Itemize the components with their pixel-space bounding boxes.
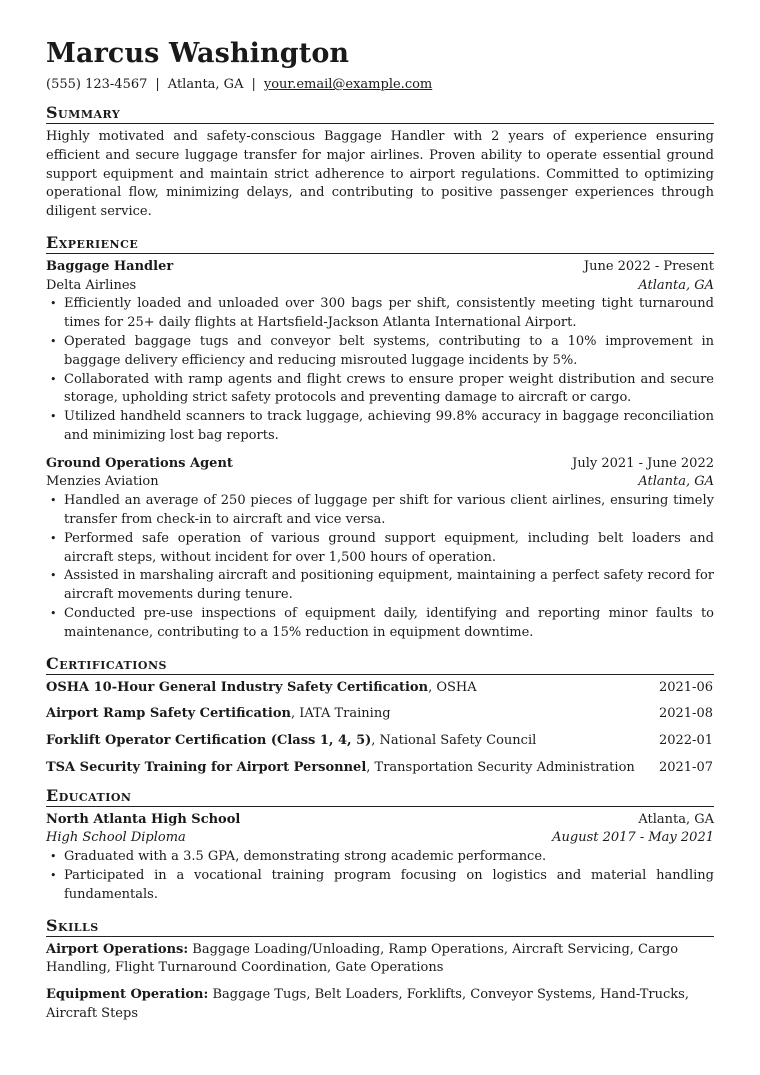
job-bullets [46,492,714,642]
certification-row [46,759,714,778]
certification-name: OSHA 10-Hour General Industry Safety Certification [46,679,429,695]
section-title-summary: Summary [46,103,714,124]
job-bullets [46,295,714,445]
list-item: • Operated baggage tugs and conveyor belt systems, contributing to a 10% improvement in baggage delivery efficiency and reducing misrouted luggage incidents by 5%. [46,333,714,371]
section-title-skills: Skills [46,916,714,937]
education-section [46,786,714,905]
contact-separator: | [155,77,160,92]
list-item: • Utilized handheld scanners to track luggage, achieving 99.8% accuracy in baggage reconciliation and minimizing lost bag reports. [46,408,714,446]
job-entry [46,455,714,643]
contact-separator: | [251,77,256,92]
skill-text: Baggage Tugs, Belt Loaders, Forklifts, Conveyor Systems, Hand-Trucks, Aircraft Steps [46,987,689,1021]
education-dates: August 2017 - May 2021 [552,830,714,846]
phone: (555) 123-4567 [46,77,148,92]
location: Atlanta, GA [167,77,244,92]
certification-row [46,705,714,724]
certification-row [46,732,714,751]
skill-label: Airport Operations: [46,941,189,957]
list-item: • Graduated with a 3.5 GPA, demonstrating strong academic performance. [46,848,714,867]
certification-date: 2021-08 [658,706,713,722]
list-item: • Conducted pre-use inspections of equipment daily, identifying and reporting minor faults to maintenance, contributing to a 15% reduction in equipment downtime. [46,605,714,643]
certification-name: Airport Ramp Safety Certification [46,706,291,722]
section-title-certifications: Certifications [46,654,714,675]
section-title-education: Education [46,786,714,807]
skill-line [46,941,714,979]
certification-issuer: , Transportation Security Administration [366,759,635,775]
candidate-name: Marcus Washington [46,38,350,69]
section-title-experience: Experience [46,233,714,254]
certification-date: 2021-07 [658,759,713,775]
job-dates: June 2022 - Present [583,258,714,274]
skill-line [46,986,714,1024]
education-bullets [46,848,714,904]
job-company: Delta Airlines [46,277,137,293]
job-role: Ground Operations Agent [46,455,233,471]
skills-section [46,916,714,1024]
list-item: • Assisted in marshaling aircraft and positioning equipment, maintaining a perfect safety record for aircraft movements during tenure. [46,567,714,605]
job-dates: July 2021 - June 2022 [572,455,714,471]
certification-date: 2021-06 [658,679,713,695]
job-entry [46,258,714,446]
email-link[interactable]: your.email@example.com [263,77,433,92]
certifications-section [46,654,714,778]
summary-section [46,103,714,222]
job-role: Baggage Handler [46,258,174,274]
certification-name: TSA Security Training for Airport Personnel [46,759,367,775]
certification-issuer: , National Safety Council [371,733,537,749]
certification-date: 2022-01 [658,733,713,749]
job-location: Atlanta, GA [638,277,714,293]
school-location: Atlanta, GA [638,811,714,827]
skill-label: Equipment Operation: [46,987,209,1003]
list-item: • Performed safe operation of various ground support equipment, including belt loaders and aircraft steps, without incident for over 1,500 hours of operation. [46,530,714,568]
experience-section [46,233,714,643]
certification-issuer: , OSHA [428,679,477,695]
job-company: Menzies Aviation [46,474,159,490]
degree: High School Diploma [46,830,186,846]
skill-text: Baggage Loading/Unloading, Ramp Operations, Aircraft Servicing, Cargo Handling, Flight Turnaround Coordination, Gate Operations [46,941,679,976]
list-item: • Participated in a vocational training program focusing on logistics and material handling fundamentals. [46,867,714,905]
school-name: North Atlanta High School [46,811,241,827]
summary-text: Highly motivated and safety-conscious Baggage Handler with 2 years of experience ensuring efficient and secure luggage transfer for major airlines. Proven ability to operate essential ground support equipment and maintain strict adherence to airport regulations. Committed to optimizing operational flow, minimizing delays, and contributing to positive passenger experiences through diligent service. [46,129,714,220]
certifications-list [46,679,714,778]
job-location: Atlanta, GA [638,474,714,490]
contact-line [46,76,714,94]
list-item: • Handled an average of 250 pieces of luggage per shift for various client airlines, ensuring timely transfer from check-in to aircraft and vice versa. [46,492,714,530]
certification-issuer: , IATA Training [290,706,391,722]
list-item: • Collaborated with ramp agents and flight crews to ensure proper weight distribution and secure storage, upholding strict safety protocols and preventing damage to aircraft or cargo. [46,371,714,409]
certification-row [46,679,714,698]
certification-name: Forklift Operator Certification (Class 1, 4, 5) [46,733,372,749]
list-item: • Efficiently loaded and unloaded over 300 bags per shift, consistently meeting tight turnaround times for 25+ daily flights at Hartsfield-Jackson Atlanta International Airport. [46,295,714,333]
